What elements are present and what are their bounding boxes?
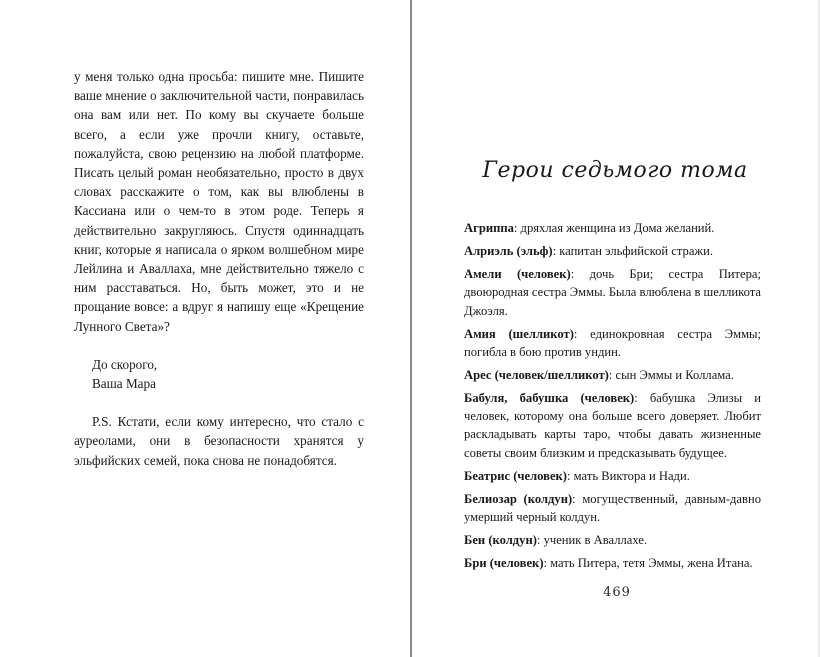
signature-block xyxy=(74,355,364,393)
character-name: Амели (человек) xyxy=(464,266,571,281)
left-page-text xyxy=(74,67,364,470)
character-name: Арес (человек/шелликот) xyxy=(464,367,609,382)
right-page xyxy=(412,0,820,657)
list-item: Алриэль (эльф): капитан эльфийской стражи. xyxy=(464,243,714,258)
character-name: Бабуля, бабушка (человек) xyxy=(464,390,635,405)
character-name: Амия (шелликот) xyxy=(464,326,574,341)
afterword-paragraph: у меня только одна просьба: пишите мне. Пишите ваше мнение о заключительной части, понравилась она вам или нет. По кому вы скучаете больше всего, а если уже прочли книгу, оставьте, пожалуйста, свою рецензию на любой платформе. Писать целый роман необязательно, просто в двух словах расскажите о том, как вы влюблены в Кассиана или о чем-то в этом роде. Теперь я действительно закругляюсь. Спустя одиннадцать книг, которые я написала о ярком волшебном мире Лейлина и Аваллаха, мне действительно тяжело с ним расставаться. Но, быть может, это и не прощание вовсе: а вдруг я напишу еще «Крещение Лунного Света»? xyxy=(74,69,364,334)
list-item: Агриппа: дряхлая женщина из Дома желаний. xyxy=(464,221,715,235)
character-list xyxy=(464,219,761,577)
list-item: Бен (колдун): ученик в Аваллахе. xyxy=(464,532,648,547)
character-description: дочь Бри; сестра Питера; двоюродная сестра Эммы. Была влюблена в шелликота Джоэля. xyxy=(464,266,762,318)
character-name: Алриэль (эльф) xyxy=(464,243,553,258)
list-item: Белиозар (колдун): могущественный, давным-давно умерший черный колдун. xyxy=(464,491,761,524)
list-item: Беатрис (человек): мать Виктора и Нади. xyxy=(464,468,690,483)
character-description: единокровная сестра Эммы; погибла в бою против ундин. xyxy=(464,326,761,359)
character-name: Белиозар (колдун) xyxy=(464,491,573,506)
character-name: Бен (колдун) xyxy=(464,532,537,547)
character-name: Бри (человек) xyxy=(464,555,544,570)
list-item: Арес (человек/шелликот): сын Эммы и Коллама. xyxy=(464,367,734,382)
character-description: бабушка Элизы и человек, которому она больше всего доверяет. Любит раскладывать карты таро, чтобы давать жизненные советы своим близким и предсказывать будущее. xyxy=(464,390,761,460)
list-item: Бри (человек): мать Питера, тетя Эммы, жена Итана. xyxy=(464,555,753,570)
page-number: 469 xyxy=(603,585,631,600)
signature-greeting: До скорого, xyxy=(92,356,158,372)
character-description: мать Питера, тетя Эммы, жена Итана. xyxy=(550,555,753,570)
character-name: Беатрис (человек) xyxy=(464,468,568,483)
list-item: Амели (человек): дочь Бри; сестра Питера; двоюродная сестра Эммы. Была влюблена в шелликота Джоэля. xyxy=(464,266,762,318)
list-item: Бабуля, бабушка (человек): бабушка Элизы и человек, которому она больше всего доверяет. Любит раскладывать карты таро, чтобы давать жизненные советы своим близким и предсказывать будущее. xyxy=(464,390,761,460)
character-description: мать Виктора и Нади. xyxy=(573,468,690,483)
character-description: могущественный, давным-давно умерший черный колдун. xyxy=(464,491,761,524)
page-title: Герои седьмого тома xyxy=(482,158,748,183)
character-description: ученик в Аваллахе. xyxy=(543,532,648,547)
list-item: Амия (шелликот): единокровная сестра Эммы; погибла в бою против ундин. xyxy=(464,326,761,359)
character-description: сын Эммы и Коллама. xyxy=(615,367,734,382)
signature-name: Ваша Мара xyxy=(92,376,156,392)
postscript-paragraph: P.S. Кстати, если кому интересно, что стало с ауреолами, они в безопасности хранятся у эльфийских семей, пока снова не понадобятся. xyxy=(74,414,364,468)
character-name: Агриппа xyxy=(464,221,514,235)
character-description: капитан эльфийской стражи. xyxy=(559,243,714,258)
character-description: дряхлая женщина из Дома желаний. xyxy=(520,221,715,235)
